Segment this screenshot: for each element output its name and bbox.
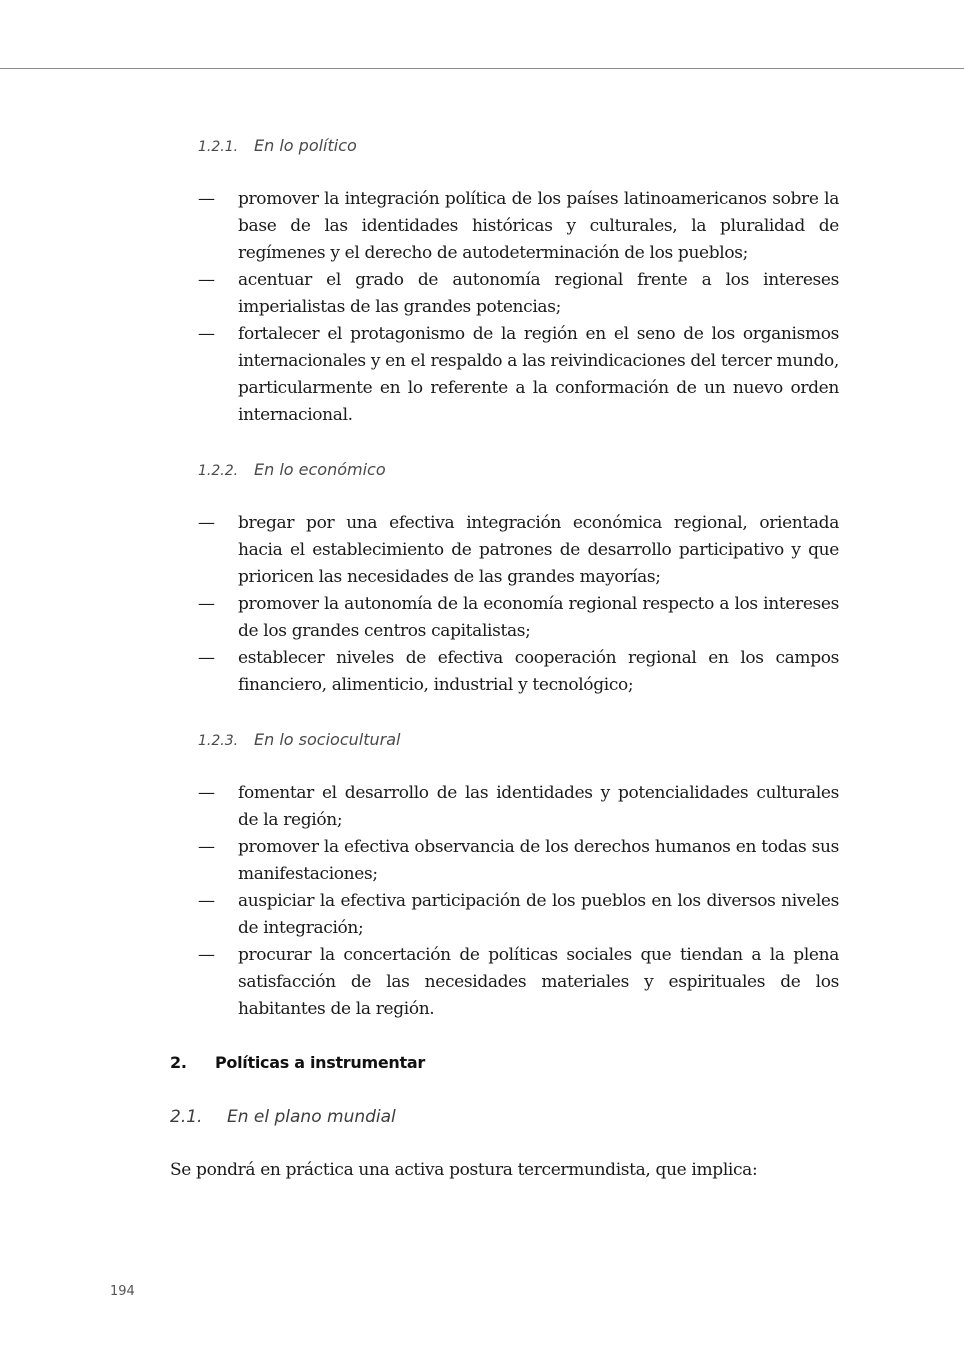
list-item-text: promover la autonomía de la economía regional respecto a los intereses de los grandes centros capitalistas; [238,594,839,641]
subsection-heading-number: 2.1. [170,1107,203,1127]
subheading-title: En lo político [254,136,357,155]
list-item-text: fortalecer el protagonismo de la región en el seno de los organismos internacionales y en el respaldo a las reivindicaciones del tercer mundo, particularmente en lo referente a la conformación de un nuevo orden internacional. [238,324,839,425]
subheading-number: 1.2.2. [198,463,239,479]
list-item [198,888,839,942]
list-item-text: auspiciar la efectiva participación de los pueblos en los diversos niveles de integración; [238,891,839,938]
dash-marker: — [198,270,215,290]
list-item-text: establecer niveles de efectiva cooperación regional en los campos financiero, alimenticio, industrial y tecnológico; [238,648,839,695]
dash-marker: — [198,648,215,668]
list-item-text: procurar la concertación de políticas sociales que tiendan a la plena satisfacción de las necesidades materiales y espirituales de los habitantes de la región. [238,945,839,1019]
list-item-text: fomentar el desarrollo de las identidades y potencialidades culturales de la región; [238,783,839,830]
subheading-title: En lo sociocultural [254,730,401,749]
list-item [198,591,839,645]
dash-marker: — [198,891,215,911]
subsection-heading-title: En el plano mundial [227,1107,396,1127]
list-item [198,942,839,1023]
list-item-text: promover la integración política de los países latinoamericanos sobre la base de las identidades históricas y culturales, la pluralidad de regímenes y el derecho de autodeterminación de los pueblos; [238,189,839,263]
list-item [198,321,839,429]
dash-marker: — [198,594,215,614]
subheading-1-2-3 [198,730,400,749]
section-heading-number: 2. [170,1053,187,1072]
subsection-heading [170,1107,396,1127]
dash-marker: — [198,513,215,533]
list-sociocultural [198,780,839,1023]
dash-marker: — [198,837,215,857]
list-item-text: promover la efectiva observancia de los derechos humanos en todas sus manifestaciones; [238,837,839,884]
dash-marker: — [198,189,215,209]
list-politico [198,186,839,429]
subheading-1-2-2 [198,460,386,479]
section-heading [170,1053,425,1072]
list-item [198,834,839,888]
dash-marker: — [198,324,215,344]
page-number: 194 [110,1284,135,1299]
dash-marker: — [198,783,215,803]
list-item [198,267,839,321]
section-heading-title: Políticas a instrumentar [215,1053,425,1072]
subheading-title: En lo económico [254,460,386,479]
list-item [198,645,839,699]
list-item-text: acentuar el grado de autonomía regional frente a los intereses imperialistas de las grandes potencias; [238,270,839,317]
subheading-number: 1.2.3. [198,733,239,749]
subheading-number: 1.2.1. [198,139,239,155]
body-paragraph: Se pondrá en práctica una activa postura tercermundista, que implica: [170,1160,758,1180]
dash-marker: — [198,945,215,965]
header-rule [0,68,964,69]
list-item [198,510,839,591]
list-item [198,186,839,267]
list-economico [198,510,839,699]
subheading-1-2-1 [198,136,357,155]
list-item-text: bregar por una efectiva integración económica regional, orientada hacia el establecimiento de patrones de desarrollo participativo y que prioricen las necesidades de las grandes mayorías; [238,513,839,587]
list-item [198,780,839,834]
